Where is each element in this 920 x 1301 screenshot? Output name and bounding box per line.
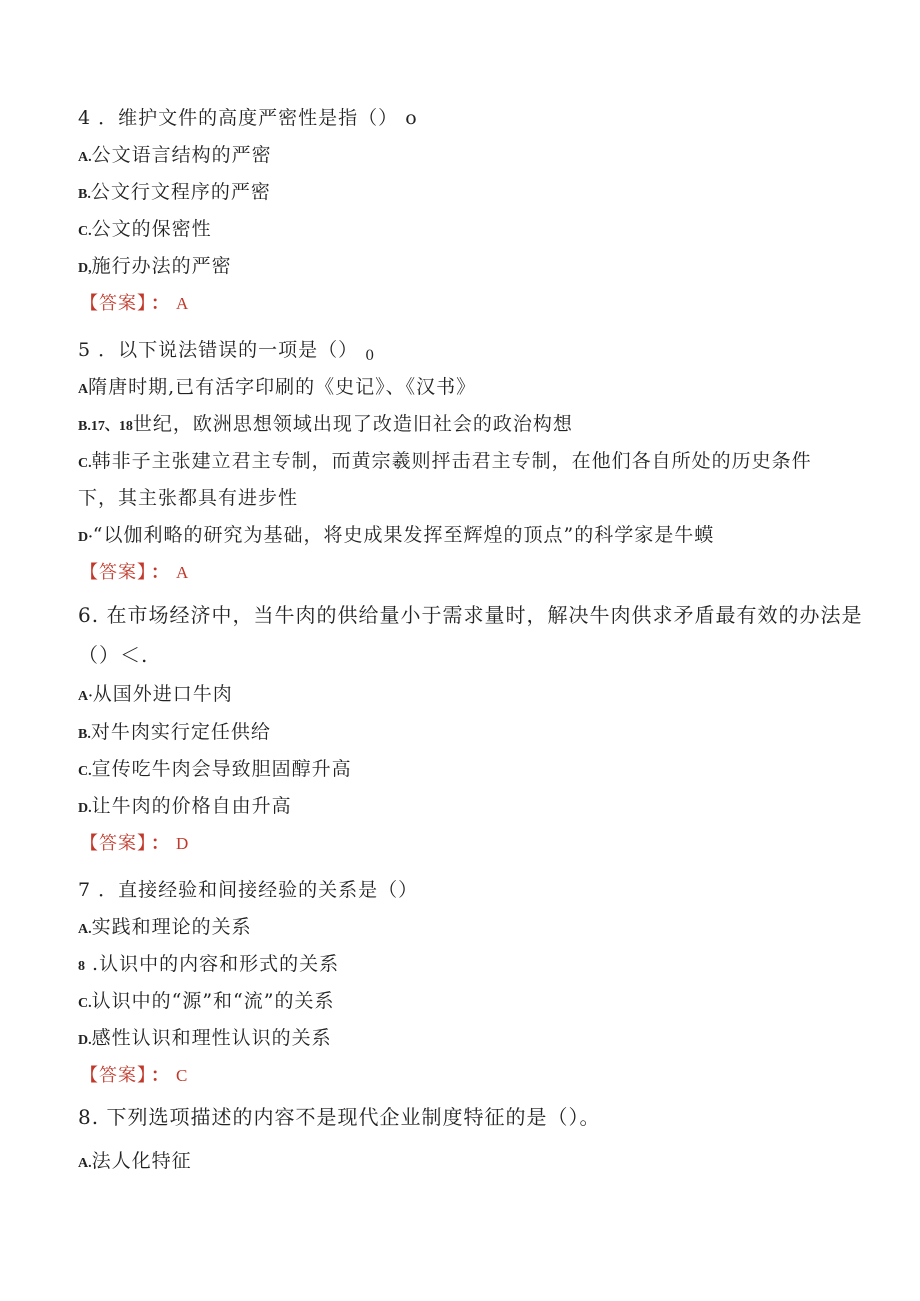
option-letter: A. — [78, 1156, 92, 1171]
question-8-text: 8. 下列选项描述的内容不是现代企业制度特征的是（）。 — [78, 1105, 601, 1129]
question-7-stem — [78, 878, 418, 902]
question-8-stem — [78, 1105, 600, 1129]
option-text: 施行办法的严密 — [91, 255, 232, 277]
option-letter: A. — [78, 922, 92, 937]
answer-value: C — [176, 1066, 189, 1085]
option-text: 公文语言结构的严密 — [91, 144, 272, 166]
option-letter: C. — [78, 996, 92, 1011]
option-text: “以伽利略的研究为基础，将史成果发挥至辉煌的顶点”的科学家是牛蟆 — [92, 524, 715, 546]
question-6-stem-continued — [78, 643, 148, 667]
option-text: 隋唐时期,已有活字印刷的《史记》、《汉书》 — [88, 376, 477, 398]
question-7-answer — [80, 1064, 188, 1088]
option-text: 让牛肉的价格自由升高 — [91, 795, 292, 817]
question-6-option-a — [78, 682, 233, 709]
question-6-option-b — [78, 720, 271, 747]
option-letter: A. — [78, 150, 92, 165]
option-text: 从国外进口牛肉 — [92, 683, 233, 705]
option-letter: A· — [78, 689, 93, 704]
option-text: 宣传吃牛肉会导致胆固醇升高 — [91, 758, 352, 780]
answer-separator: ： — [151, 1065, 170, 1086]
option-text: 下，其主张都具有进步性 — [78, 487, 299, 509]
answer-label: 【答案】 — [80, 833, 147, 854]
question-4-answer — [80, 292, 189, 316]
question-7-option-a — [78, 915, 252, 942]
question-7-option-b — [78, 952, 339, 979]
option-text: 认识中的“源”和“流”的关系 — [91, 990, 335, 1012]
question-6-text: 6. 在市场经济中，当牛肉的供给量小于需求量时，解决牛肉供求矛盾最有效的办法是 — [78, 603, 863, 627]
question-5-option-c-continued — [78, 486, 298, 510]
option-letter: D. — [78, 801, 92, 816]
answer-label: 【答案】 — [80, 562, 147, 583]
question-4-option-d — [78, 254, 232, 281]
answer-label: 【答案】 — [80, 293, 147, 314]
question-5-option-b — [78, 412, 573, 439]
option-letter: D· — [78, 530, 93, 545]
option-letter: B.17、18 — [78, 419, 133, 434]
option-letter: 8 — [78, 959, 85, 974]
option-letter: C. — [78, 224, 92, 239]
question-6-option-c — [78, 757, 352, 784]
question-6-option-d — [78, 794, 292, 821]
question-5-option-a — [78, 375, 476, 402]
question-6-text-continued: （）＜. — [78, 643, 149, 667]
option-text: 韩非子主张建立君主专制，而黄宗羲则抨击君主专制，在他们各自所处的历史条件 — [91, 450, 812, 472]
answer-separator: ： — [151, 562, 170, 583]
answer-value: A — [176, 563, 190, 582]
option-letter: A — [78, 382, 89, 397]
option-letter: C. — [78, 764, 92, 779]
question-6-stem — [78, 603, 862, 627]
option-text: 世纪，欧洲思想领域出现了改造旧社会的政治构想 — [132, 413, 573, 435]
question-5-option-d — [78, 523, 714, 550]
answer-separator: ： — [151, 833, 170, 854]
question-4-option-b — [78, 180, 271, 207]
option-text: 法人化特征 — [91, 1150, 192, 1172]
question-5-end: 0 — [365, 348, 376, 364]
question-4-option-a — [78, 143, 272, 170]
answer-value: D — [176, 834, 190, 853]
question-4-text: 4 ．维护文件的高度严密性是指（） — [78, 107, 399, 129]
question-4-option-c — [78, 217, 212, 244]
question-5-answer — [80, 561, 189, 585]
question-5-text: 5 ．以下说法错误的一项是（） — [78, 339, 359, 361]
option-text: 公文的保密性 — [91, 218, 212, 240]
question-5-stem — [78, 338, 375, 368]
question-7-text: 7 ．直接经验和间接经验的关系是（） — [78, 879, 419, 901]
option-letter: B. — [78, 187, 91, 202]
option-letter: B. — [78, 727, 91, 742]
option-text: 公文行文程序的严密 — [90, 181, 271, 203]
question-7-option-d — [78, 1026, 332, 1053]
option-letter: D, — [78, 261, 92, 276]
question-6-answer — [80, 832, 189, 856]
answer-label: 【答案】 — [80, 1065, 147, 1086]
question-4-end: o — [405, 107, 418, 129]
option-letter: D. — [78, 1033, 92, 1048]
option-letter: C. — [78, 456, 92, 471]
option-text: 对牛肉实行定任供给 — [90, 721, 271, 743]
question-5-option-c — [78, 449, 812, 476]
answer-value: A — [176, 294, 190, 313]
question-8-option-a — [78, 1149, 192, 1176]
question-7-option-c — [78, 989, 334, 1016]
option-text: 感性认识和理性认识的关系 — [91, 1027, 332, 1049]
question-4-stem — [78, 106, 418, 130]
option-text: 实践和理论的关系 — [91, 916, 252, 938]
answer-separator: ： — [151, 293, 170, 314]
option-text: .认识中的内容和形式的关系 — [85, 953, 340, 975]
